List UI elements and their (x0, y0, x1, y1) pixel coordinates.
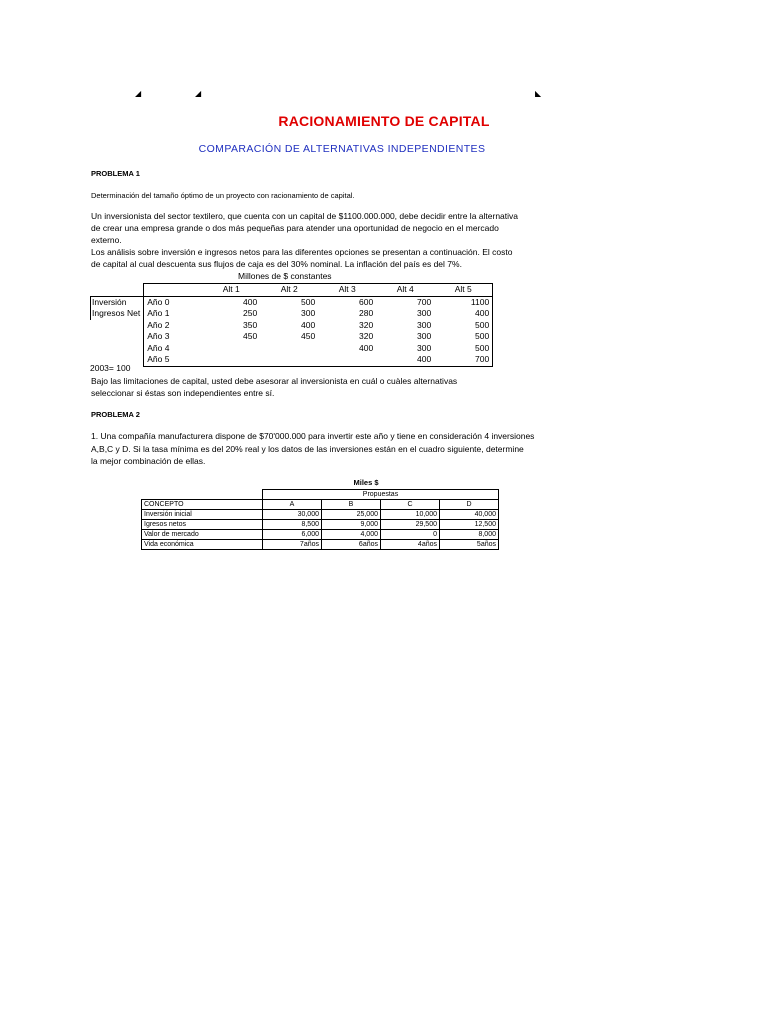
table-cell: 8,000 (440, 530, 499, 540)
table-row (91, 331, 493, 343)
crop-mark-right: ◣ (535, 89, 542, 98)
row-label (91, 320, 144, 332)
table-cell: 25,000 (322, 510, 381, 520)
row-label: Inversión (91, 296, 144, 308)
problem2-line-2: A,B,C y D. Si la tasa mínima es del 20% real y los datos de las inversiones están en el cuadro siguiente, determine (91, 444, 524, 454)
problem1-closing-1: Bajo las limitaciones de capital, usted debe asesorar al inversionista en cuál o cuàles alternativas (91, 376, 458, 386)
row-year: Año 4 (144, 343, 203, 355)
problem1-table-caption: Millones de $ constantes (238, 271, 332, 281)
row-label (91, 343, 144, 355)
row-year: Año 3 (144, 331, 203, 343)
table-cell (260, 354, 318, 366)
col-header: Alt 3 (318, 284, 376, 297)
concept-header: CONCEPTO (142, 500, 263, 510)
table-row (142, 520, 499, 530)
table-cell (202, 343, 260, 355)
table-row (91, 343, 493, 355)
problem1-closing-2: seleccionar si éstas son independientes entre sí. (91, 388, 275, 398)
table-cell: 400 (243, 296, 258, 307)
table-cell: 300 (417, 319, 432, 330)
problem2-line-3: la mejor combinación de ellas. (91, 456, 206, 466)
table-cell: 400 (359, 342, 374, 353)
table-cell: 350 (243, 319, 258, 330)
table-cell: 4años (381, 540, 440, 550)
table-header-row (142, 490, 499, 500)
problem1-table (90, 283, 493, 367)
table-cell: 600 (359, 296, 374, 307)
page-subtitle: COMPARACIÓN DE ALTERNATIVAS INDEPENDIENTES (198, 143, 486, 155)
table-cell: 320 (359, 331, 374, 342)
table-cell: 450 (301, 331, 316, 342)
col-header: Alt 5 (434, 284, 493, 297)
table-cell: 300 (417, 342, 432, 353)
table-cell: 400 (434, 308, 493, 320)
table-cell: 0 (381, 530, 440, 540)
table-cell: 4,000 (322, 530, 381, 540)
table-cell: 320 (359, 319, 374, 330)
col-header: Alt 4 (376, 284, 434, 297)
problem2-table-caption: Miles $ (353, 478, 379, 487)
table-cell: 500 (434, 331, 493, 343)
table-row (142, 530, 499, 540)
table-cell: 5años (440, 540, 499, 550)
table-cell: 40,000 (440, 510, 499, 520)
problem1-lead: Determinación del tamaño óptimo de un proyecto con racionamiento de capital. (91, 191, 355, 200)
col-header: Alt 1 (202, 284, 260, 297)
table-cell (202, 354, 260, 366)
table-cell: 250 (243, 308, 258, 319)
concept-cell: Igresos netos (142, 520, 263, 530)
table-cell: 1100 (434, 296, 493, 308)
concept-cell: Valor de mercado (142, 530, 263, 540)
table-cell: 500 (434, 343, 493, 355)
crop-mark-mid: ◢ (195, 89, 202, 98)
table-header-row (91, 284, 493, 297)
table-cell: 700 (434, 354, 493, 366)
table-cell: 400 (376, 354, 434, 366)
concept-cell: Vida económica (142, 540, 263, 550)
col-header: Alt 2 (260, 284, 318, 297)
table-row (91, 320, 493, 332)
problem1-line-1: Un inversionista del sector textilero, que cuenta con un capital de $1100.000.000, debe decidir entre la alternativa (91, 211, 519, 221)
col-header: A (263, 500, 322, 510)
table-cell: 6años (322, 540, 381, 550)
table-cell (260, 343, 318, 355)
row-label (91, 331, 144, 343)
table-header-row (142, 500, 499, 510)
problem1-line-2: de crear una empresa grande o dos más pequeñas para atender una oportunidad de negocio en el mercado (91, 223, 499, 233)
problem2-heading: PROBLEMA 2 (91, 410, 140, 419)
table-cell: 300 (301, 308, 316, 319)
table-cell: 400 (301, 319, 316, 330)
row-year: Año 0 (144, 296, 203, 308)
problem1-line-5: de capital al cual descuenta sus flujos de caja es del 30% nominal. La inflación del país es del 7%. (91, 259, 462, 269)
table-row (91, 354, 493, 366)
table-cell: 7años (263, 540, 322, 550)
table-cell: 6,000 (263, 530, 322, 540)
col-header: C (381, 500, 440, 510)
table-cell: 29,500 (381, 520, 440, 530)
row-year: Año 2 (144, 320, 203, 332)
table-cell: 30,000 (263, 510, 322, 520)
col-header: D (440, 500, 499, 510)
group-header: Propuestas (263, 490, 499, 500)
table-cell: 500 (301, 296, 316, 307)
table-cell (318, 354, 376, 366)
page-title: RACIONAMIENTO DE CAPITAL (278, 113, 490, 129)
concept-cell: Inversión inicial (142, 510, 263, 520)
base-year-note: 2003= 100 (90, 363, 131, 373)
problem1-line-3: externo. (91, 235, 122, 245)
table-cell: 700 (417, 296, 432, 307)
table-cell: 300 (417, 331, 432, 342)
table-cell: 12,500 (440, 520, 499, 530)
table-cell: 8,500 (263, 520, 322, 530)
row-year: Año 1 (144, 308, 203, 320)
table-cell: 300 (417, 308, 432, 319)
table-cell: 9,000 (322, 520, 381, 530)
problem1-heading: PROBLEMA 1 (91, 169, 140, 178)
crop-mark-left: ◢ (135, 89, 142, 98)
table-cell: 450 (243, 331, 258, 342)
row-label: Ingresos Net (91, 308, 144, 320)
row-year: Año 5 (144, 354, 203, 366)
table-row (142, 510, 499, 520)
table-cell: 500 (434, 320, 493, 332)
table-row (91, 296, 493, 308)
problem1-line-4: Los análisis sobre inversión e ingresos netos para las diferentes opciones se presentan a continuación. El costo (91, 247, 513, 257)
table-cell: 10,000 (381, 510, 440, 520)
col-header: B (322, 500, 381, 510)
problem2-line-1: 1. Una compañía manufacturera dispone de $70'000.000 para invertir este año y tiene en consideración 4 inversiones (91, 431, 535, 441)
problem2-table (141, 489, 499, 550)
table-cell: 280 (359, 308, 374, 319)
table-row (91, 308, 493, 320)
table-row (142, 540, 499, 550)
